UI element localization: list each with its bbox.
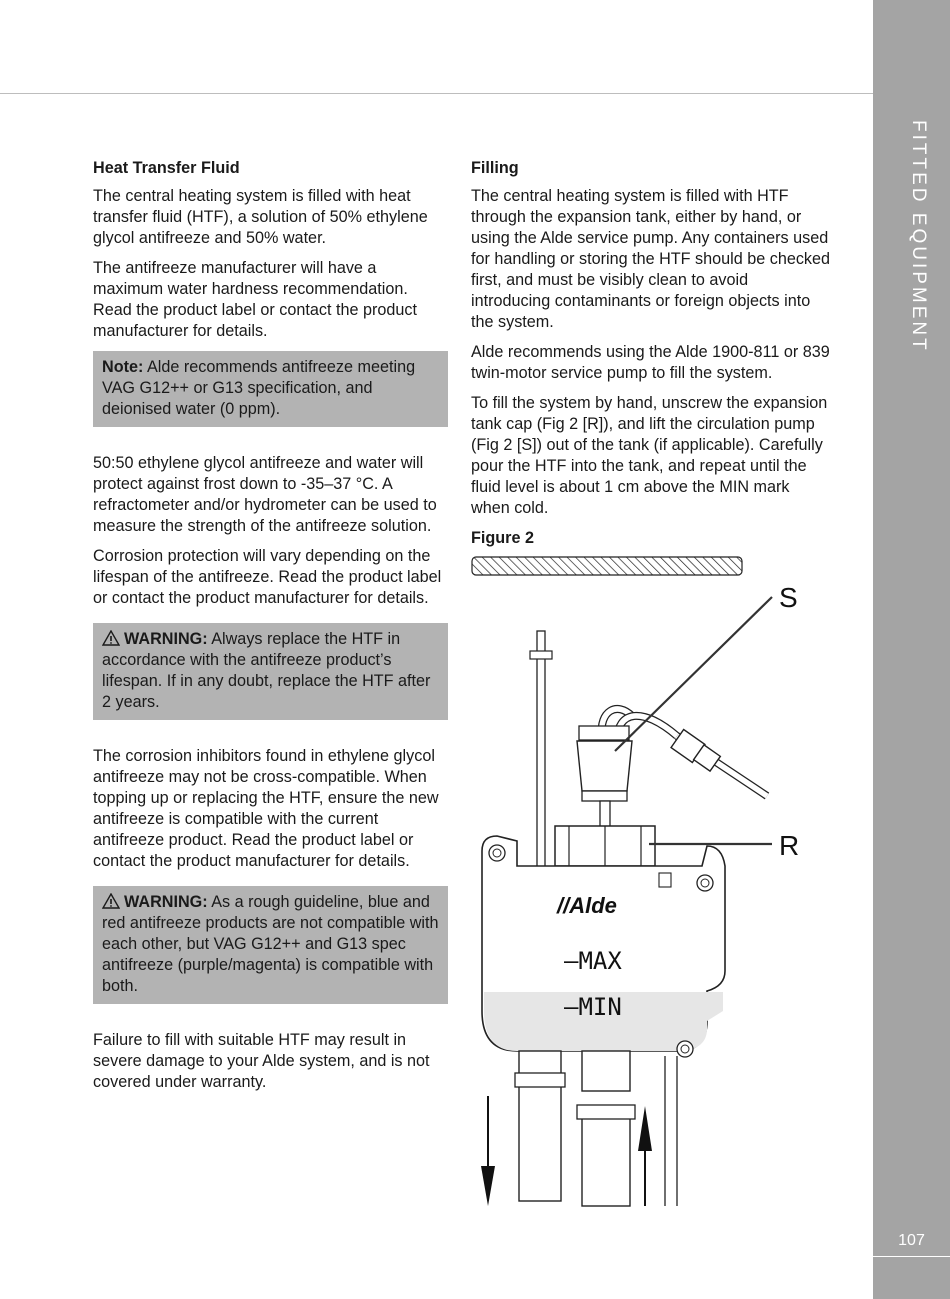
label-r: R — [779, 830, 800, 861]
label-s: S — [779, 582, 798, 613]
heading-heat-transfer-fluid: Heat Transfer Fluid — [93, 159, 240, 177]
vent-rod — [537, 631, 545, 871]
flow-arrow-down — [481, 1096, 495, 1206]
warning-box-lifespan — [93, 623, 448, 720]
warning-text: Always replace the HTF in accordance with the antifreeze product’s lifespan. If in any doubt, replace the HTF after 2 years. — [102, 630, 431, 711]
note-text: Alde recommends antifreeze meeting VAG G12++ or G13 specification, and deionised water (0 ppm). — [102, 358, 416, 418]
paragraph: To fill the system by hand, unscrew the expansion tank cap (Fig 2 [R]), and lift the circulation pump (Fig 2 [S]) out of the tank (if applicable). Carefully pour the HTF into the tank, and repeat until the fluid level is about 1 cm above the MIN mark when cold. — [471, 394, 828, 517]
paragraph: 50:50 ethylene glycol antifreeze and water will protect against frost down to -35–37 °C. A refractometer and/or hydrometer can be used to measure the strength of the antifreeze solution. — [93, 454, 437, 535]
section-title: FITTED EQUIPMENT — [908, 120, 929, 353]
page-number: 107 — [898, 1232, 925, 1249]
page-number-rule — [873, 1256, 950, 1257]
section-side-tab — [873, 0, 950, 1299]
flow-arrow-up — [638, 1106, 652, 1206]
paragraph: Failure to fill with suitable HTF may result in severe damage to your Alde system, and is not covered under warranty. — [93, 1031, 430, 1091]
paragraph: The antifreeze manufacturer will have a maximum water hardness recommendation. Read the product label or contact the product manufacturer for details. — [93, 259, 417, 340]
paragraph: The central heating system is filled with heat transfer fluid (HTF), a solution of 50% ethylene glycol antifreeze and 50% water. — [93, 187, 428, 247]
warning-icon — [102, 630, 120, 646]
note-box — [93, 351, 448, 427]
alde-logo: //Alde — [557, 893, 617, 918]
warning-box-compatibility — [93, 886, 448, 1004]
expansion-tank-cap — [555, 826, 655, 866]
left-column — [93, 157, 448, 1102]
right-column — [471, 157, 831, 555]
ceiling-hatch — [472, 557, 742, 575]
warning-text: As a rough guideline, blue and red antifreeze products are not compatible with each other, but VAG G12++ and G13 spec antifreeze (purple/magenta) is compatible with both. — [102, 893, 439, 995]
paragraph: The corrosion inhibitors found in ethylene glycol antifreeze may not be cross-compatible. When topping up or replacing the HTF, ensure the new antifreeze is compatible with the current antifreeze product. Read the product label or contact the product manufacturer for details. — [93, 747, 439, 870]
warning-label: WARNING: — [124, 893, 208, 911]
paragraph: Alde recommends using the Alde 1900-811 or 839 twin-motor service pump to fill the system. — [471, 343, 830, 382]
leader-line-s — [615, 597, 772, 751]
paragraph: The central heating system is filled with HTF through the expansion tank, either by hand, or using the Alde service pump. Any containers used for handling or storing the HTF should be checked first, and must be visibly clean to avoid introducing contaminants or foreign objects into the system. — [471, 187, 831, 331]
warning-label: WARNING: — [124, 630, 208, 648]
hoses — [515, 1051, 677, 1206]
header-rule — [0, 93, 873, 94]
heading-filling: Filling — [471, 159, 519, 177]
note-label: Note: — [102, 358, 144, 376]
min-mark: —MIN — [564, 993, 622, 1021]
paragraph: Corrosion protection will vary depending on the lifespan of the antifreeze. Read the product label or contact the product manufacturer for details. — [93, 547, 442, 607]
figure-label: Figure 2 — [471, 529, 534, 547]
max-mark: —MAX — [564, 947, 622, 975]
warning-icon — [102, 893, 120, 909]
expansion-tank-diagram — [467, 551, 837, 1211]
